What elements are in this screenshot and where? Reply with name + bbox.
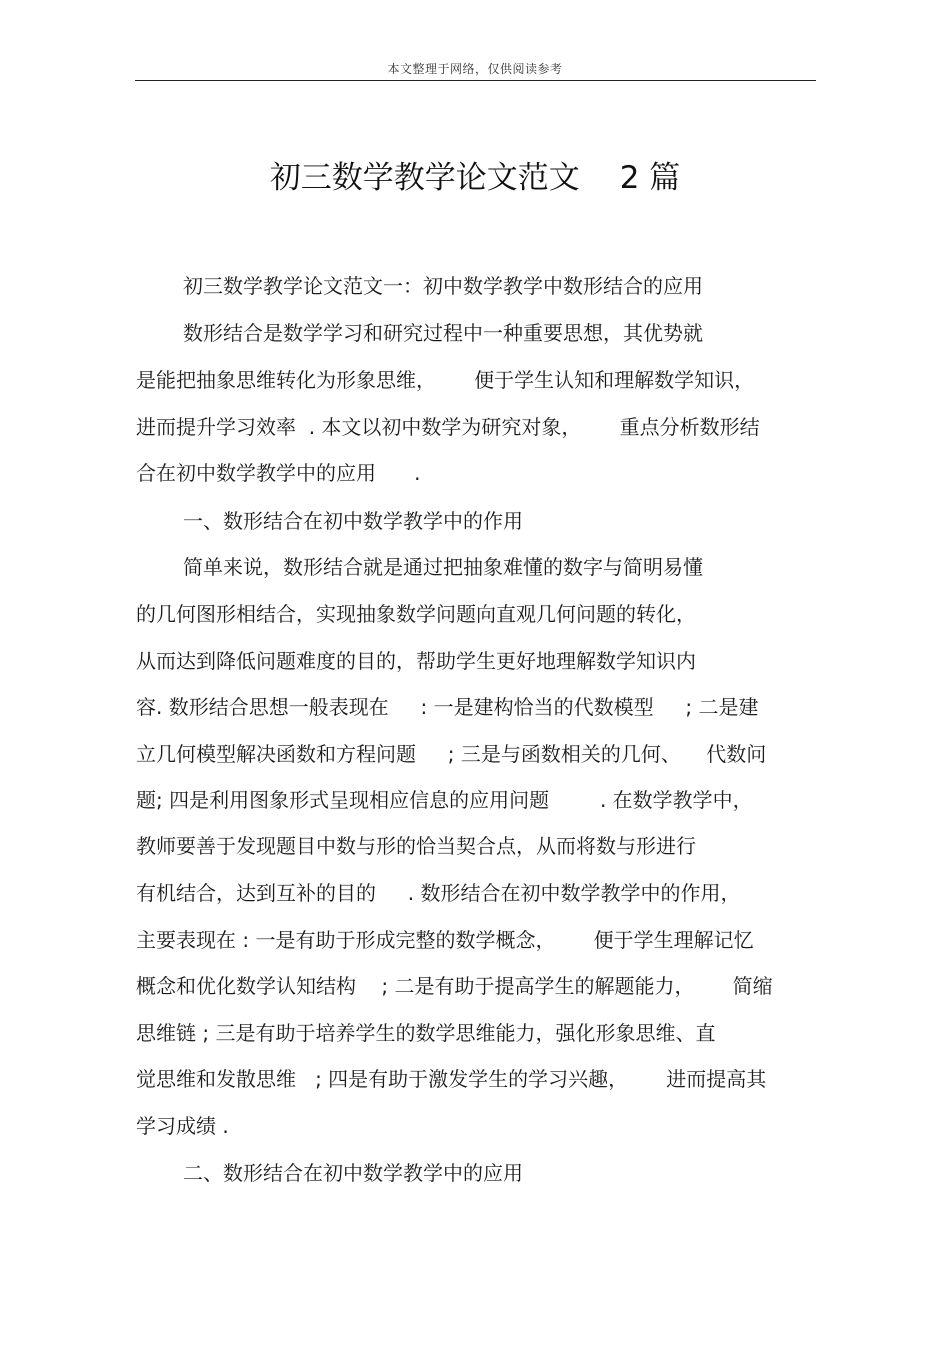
paragraph-line: 简单来说，数形结合就是通过把抽象难懂的数字与简明易懂 (183, 555, 703, 579)
header-note: 本文整理于网络，仅供阅读参考 (387, 62, 563, 76)
paragraph-line: 的几何图形相结合，实现抽象数学问题向直观几何问题的转化， (136, 602, 696, 626)
title-main: 初三数学教学论文范文 (269, 160, 580, 196)
paragraph-line: 题; 四是利用图象形式呈现相应信息的应用问题 . 在数学教学中， (136, 788, 753, 812)
subtitle-line: 初三数学教学论文范文一：初中数学教学中数形结合的应用 (183, 274, 703, 298)
section-heading: 一、数形结合在初中数学教学中的作用 (183, 509, 523, 533)
paragraph-line: 立几何模型解决函数和方程问题 ; 三是与函数相关的几何、 代数问 (136, 742, 767, 766)
paragraph-line: 教师要善于发现题目中数与形的恰当契合点，从而将数与形进行 (136, 834, 696, 858)
page-title (0, 152, 950, 197)
paragraph-line: 是能把抽象思维转化为形象思维， 便于学生认知和理解数学知识， (136, 368, 755, 392)
paragraph-line: 进而提升学习效率 . 本文以初中数学为研究对象， 重点分析数形结 (136, 415, 760, 439)
paragraph-line: 容. 数形结合思想一般表现在 : 一是建构恰当的代数模型 ; 二是建 (136, 695, 759, 719)
paragraph-line: 学习成绩 . (136, 1114, 229, 1138)
paragraph-line: 思维链 ; 三是有助于培养学生的数学思维能力，强化形象思维、直 (136, 1021, 716, 1045)
paragraph-line: 觉思维和发散思维 ; 四是有助于激发学生的学习兴趣， 进而提高其 (136, 1067, 767, 1091)
paragraph-line: 合在初中数学教学中的应用 . (136, 461, 421, 485)
paragraph-line: 从而达到降低问题难度的目的，帮助学生更好地理解数学知识内 (136, 649, 696, 673)
header-divider (135, 80, 816, 81)
paragraph-line: 概念和优化数学认知结构 ; 二是有助于提高学生的解题能力， 简缩 (136, 974, 773, 998)
section-heading: 二、数形结合在初中数学教学中的应用 (183, 1161, 523, 1185)
paragraph-line: 主要表现在 : 一是有助于形成完整的数学概念， 便于学生理解记忆 (136, 928, 754, 952)
paragraph-line: 有机结合，达到互补的目的 . 数形结合在初中数学教学中的作用， (136, 881, 741, 905)
paragraph-line: 数形结合是数学学习和研究过程中一种重要思想，其优势就 (183, 321, 703, 345)
title-count: 2 篇 (619, 160, 681, 196)
